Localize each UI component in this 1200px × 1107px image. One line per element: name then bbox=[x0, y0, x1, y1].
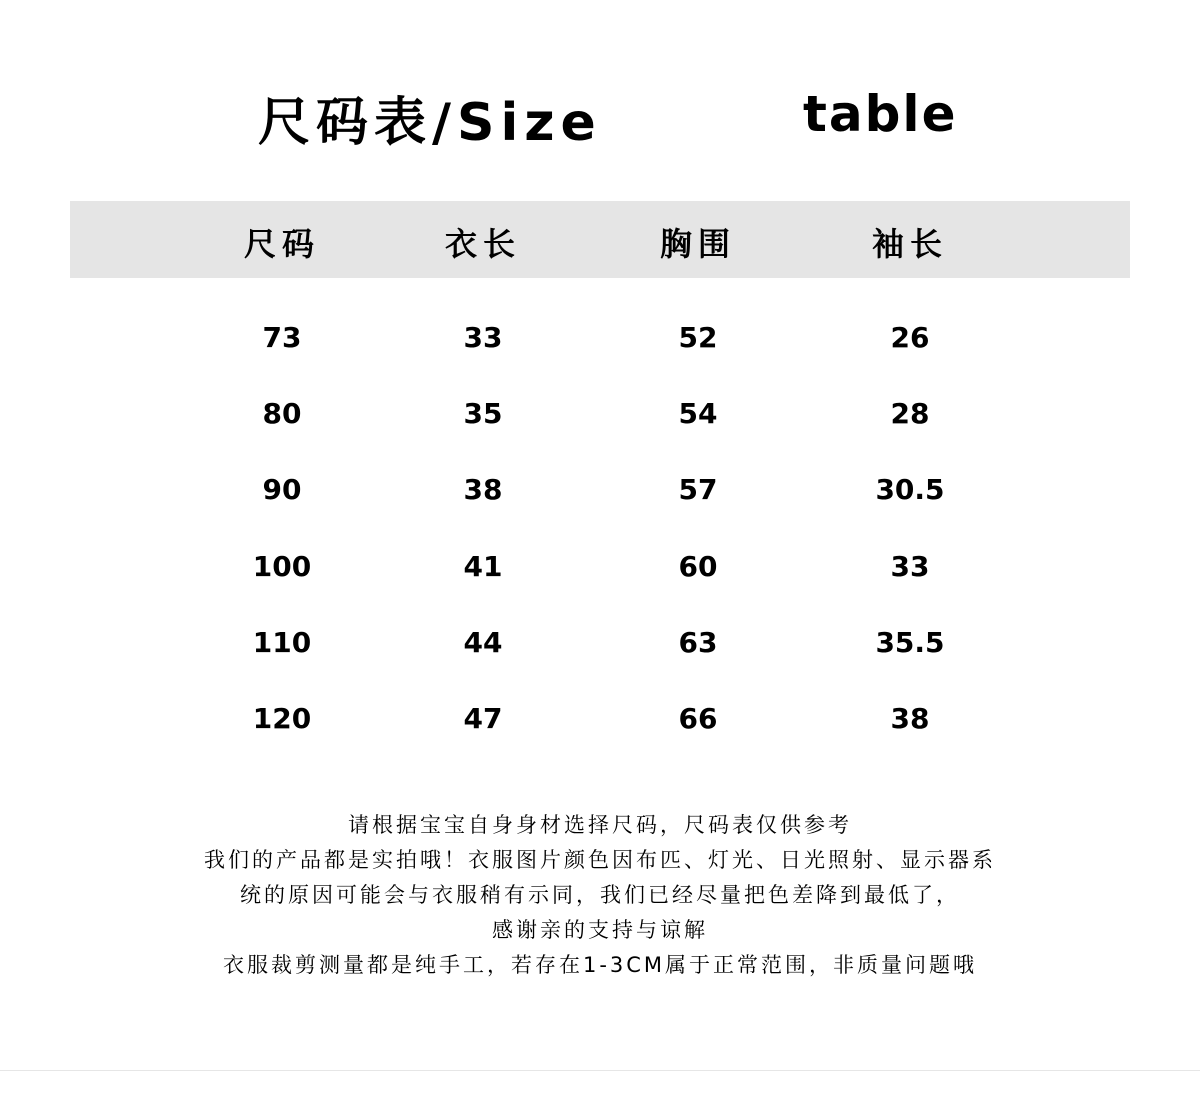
cell-length: 44 bbox=[463, 626, 503, 659]
cell-size: 120 bbox=[252, 702, 312, 735]
cell-sleeve: 30.5 bbox=[875, 473, 945, 506]
cell-size: 100 bbox=[252, 550, 312, 583]
page-title-left: 尺码表/Size bbox=[258, 93, 602, 153]
note-line: 感谢亲的支持与谅解 bbox=[492, 918, 708, 942]
note-line: 请根据宝宝自身身材选择尺码，尺码表仅供参考 bbox=[348, 813, 852, 837]
header-chest: 胸围 bbox=[659, 225, 736, 263]
header-sleeve: 袖长 bbox=[871, 225, 948, 263]
header-length: 衣长 bbox=[444, 225, 521, 263]
cell-chest: 54 bbox=[678, 397, 718, 430]
cell-sleeve: 26 bbox=[890, 321, 930, 354]
cell-sleeve: 28 bbox=[890, 397, 930, 430]
cell-chest: 63 bbox=[678, 626, 718, 659]
cell-sleeve: 35.5 bbox=[875, 626, 945, 659]
cell-chest: 60 bbox=[678, 550, 718, 583]
cell-length: 35 bbox=[463, 397, 503, 430]
cell-sleeve: 33 bbox=[890, 550, 930, 583]
note-line: 衣服裁剪测量都是纯手工，若存在1-3CM属于正常范围，非质量问题哦 bbox=[222, 953, 978, 977]
cell-size: 73 bbox=[262, 321, 302, 354]
cell-chest: 57 bbox=[678, 473, 718, 506]
footer-divider bbox=[0, 1070, 1200, 1071]
cell-length: 47 bbox=[463, 702, 503, 735]
cell-size: 80 bbox=[262, 397, 302, 430]
cell-size: 90 bbox=[262, 473, 302, 506]
cell-chest: 66 bbox=[678, 702, 718, 735]
cell-length: 33 bbox=[463, 321, 503, 354]
notes bbox=[50, 808, 1150, 983]
cell-sleeve: 38 bbox=[890, 702, 930, 735]
cell-chest: 52 bbox=[678, 321, 718, 354]
note-line: 统的原因可能会与衣服稍有示同，我们已经尽量把色差降到最低了， bbox=[240, 883, 960, 907]
cell-length: 38 bbox=[463, 473, 503, 506]
page-title-right: table bbox=[803, 85, 958, 143]
cell-size: 110 bbox=[252, 626, 312, 659]
header-size: 尺码 bbox=[243, 225, 320, 263]
note-line: 我们的产品都是实拍哦！衣服图片颜色因布匹、灯光、日光照射、显示器系 bbox=[204, 848, 996, 872]
cell-length: 41 bbox=[463, 550, 503, 583]
